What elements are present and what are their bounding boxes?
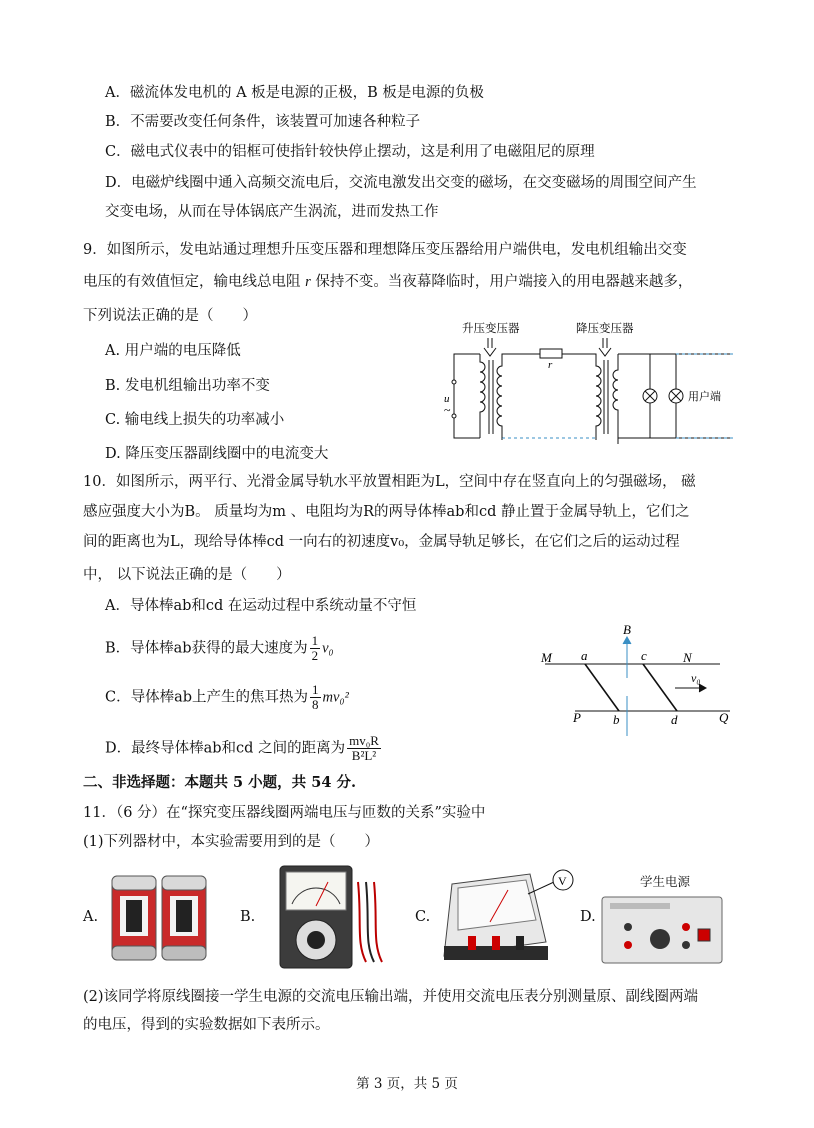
q10-stem-line3: 间的距离也为L，现给导体棒cd 一向右的初速度v₀，金属导轨足够长，在它们之后的运动过程 [83,534,680,550]
option-d-label: D. [580,909,596,925]
option-a-label: A. [83,909,99,925]
step-up-label: 升压变压器 [462,323,520,335]
user-end-label: 用户端 [688,391,721,403]
label-b: b [613,712,620,727]
transformer-circuit-diagram [440,318,740,446]
q10-stem-line1: 10．如图所示，两平行、光滑金属导轨水平放置相距为L，空间中存在竖直向上的匀强磁场， 磁 [83,474,696,490]
section-2-heading: 二、非选择题：本题共 5 小题，共 54 分. [83,774,357,791]
student-power-supply-label: 学生电源 [640,874,691,889]
label-d: d [671,712,678,727]
resistor-label: r [548,359,553,371]
label-b-field: B [623,622,631,637]
step-down-arrow-icon [599,338,611,356]
q9-option-b: B. 发电机组输出功率不变 [105,378,270,394]
q9-stem-line2: 电压的有效值恒定，输电线总电阻 r 保持不变。当夜幕降临时，用户端接入的用电器越来越多， [83,274,693,290]
q8-option-d-line2: 交变电场，从而在导体锅底产生涡流，进而发热工作 [105,204,439,220]
option-c-label: C. [415,909,431,925]
label-m: M [541,650,552,665]
voltage-u-label: u [444,393,450,405]
q11-sub2-line1: (2)该同学将原线圈接一学生电源的交流电压输出端，并使用交流电压表分别测量原、副线圈两端 [83,989,699,1005]
q8-option-c: C．磁电式仪表中的铝框可使指针较快停止摆动，这是利用了电磁阻尼的原理 [105,144,595,160]
rod-ab [585,664,619,711]
voltmeter-image [438,864,578,968]
q10-stem-line2: 感应强度大小为B。 质量均为m 、电阻均为R的两导体棒ab和cd 静止置于金属导轨上，它们之 [83,504,690,520]
page-footer: 第 3 页，共 5 页 [356,1076,458,1092]
q11-sub1: (1)下列器材中，本实验需要用到的是（ ） [83,834,380,850]
ac-tilde-label: ~ [444,403,451,417]
multimeter-icon [280,866,352,968]
step-up-arrow-icon [484,338,496,356]
q10-stem-line4: 中， 以下说法正确的是（ ） [83,567,291,583]
q11-sub2-line2: 的电压，得到的实验数据如下表所示。 [83,1017,330,1033]
test-leads-icon [358,882,382,962]
power-supply-image [598,893,728,969]
label-a: a [581,648,588,663]
battery-2-icon [162,876,206,960]
label-p: P [573,710,581,725]
option-b-label: B. [240,909,256,925]
q10-option-d: D．最终导体棒ab和cd 之间的距离为 $\frac{\text{mv₀R}}{\text{B²L²}}$ [105,733,379,763]
rod-cd [643,664,677,711]
batteries-image [104,866,214,964]
q10-option-c: C．导体棒ab上产生的焦耳热为 $\frac{1}{8}$ mv₀² [105,682,349,712]
q8-option-d-line1: D．电磁炉线圈中通入高频交流电后，交流电激发出交变的磁场，在交变磁场的周围空间产生 [105,175,697,191]
label-c: c [641,648,647,663]
voltmeter-icon [444,874,548,960]
label-n: N [683,650,692,665]
q11-stem: 11．（6 分）在“探究变压器线圈两端电压与匝数的关系”实验中 [83,805,486,821]
rails-diagram [535,618,735,743]
q9-option-d: D. 降压变压器副线圈中的电流变大 [105,446,329,462]
label-q: Q [719,710,729,725]
voltmeter-symbol-label: V [558,874,567,888]
step-down-label: 降压变压器 [576,323,634,335]
multimeter-image [270,862,390,970]
power-supply-icon [602,897,722,963]
q9-stem-line3: 下列说法正确的是（ ） [83,308,257,324]
battery-1-icon [112,876,156,960]
resistor-r [540,349,562,358]
q9-option-a: A. 用户端的电压降低 [105,343,241,359]
q8-option-b: B．不需要改变任何条件，该装置可加速各种粒子 [105,114,421,130]
q9-stem-line1: 9．如图所示，发电站通过理想升压变压器和理想降压变压器给用户端供电，发电机组输出交变 [83,242,687,258]
q8-option-a: A．磁流体发电机的 A 板是电源的正极，B 板是电源的负极 [105,85,484,101]
label-v0: v₀ [691,671,701,685]
q9-option-c: C. 输电线上损失的功率减小 [105,412,285,428]
lamp-1-icon [643,389,657,403]
q10-option-b: B．导体棒ab获得的最大速度为 $\frac{1}{2}$ v₀ [105,633,334,663]
lamp-2-icon [669,389,683,403]
q10-option-a: A．导体棒ab和cd 在运动过程中系统动量不守恒 [105,598,417,614]
